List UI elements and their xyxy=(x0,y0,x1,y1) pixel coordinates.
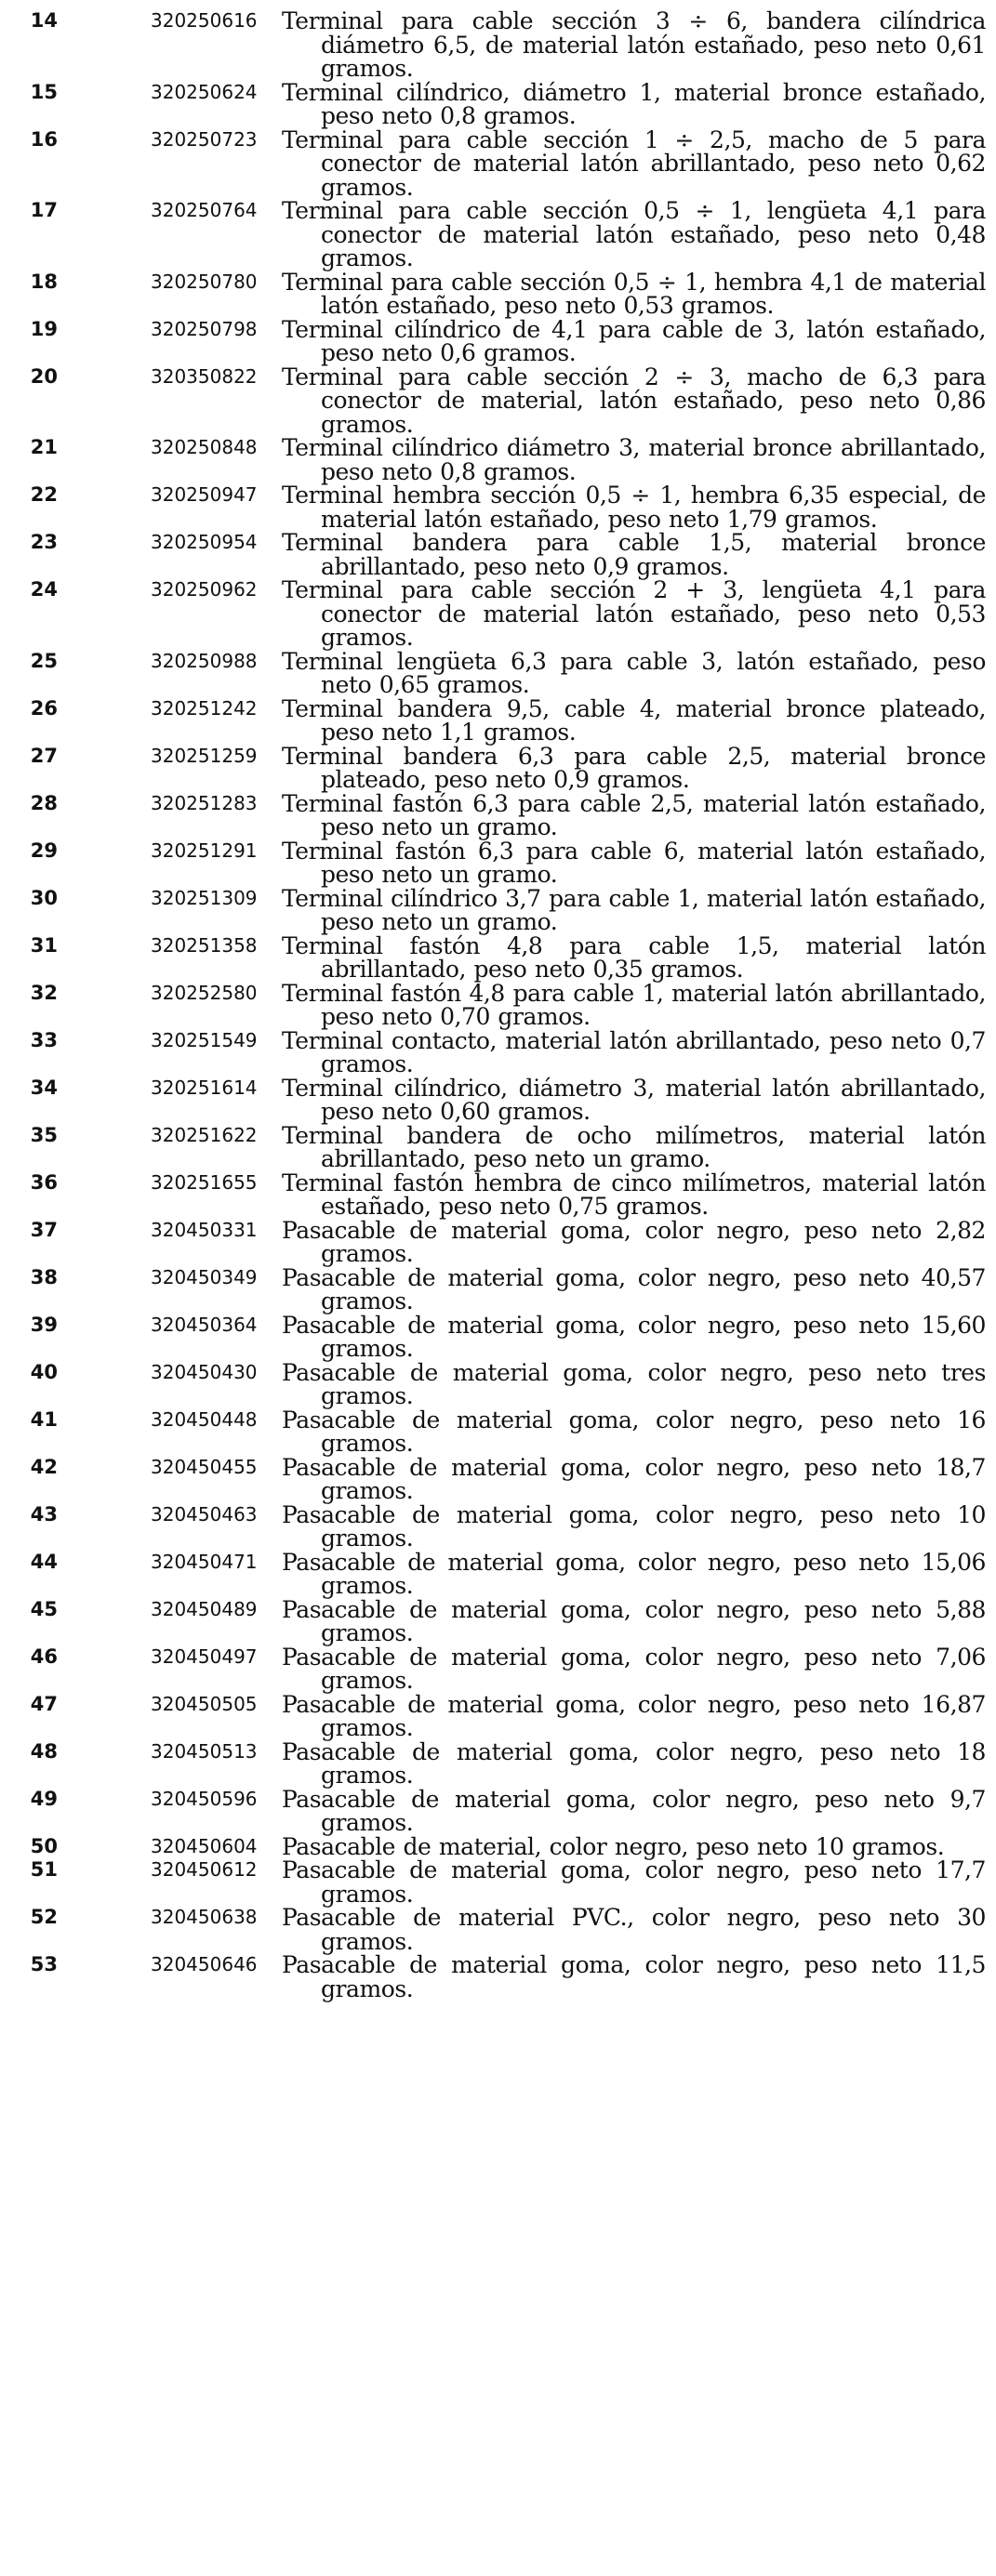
item-number: 41 xyxy=(30,1407,58,1431)
item-code: 320450448 xyxy=(151,1407,258,1431)
item-description: Terminal para cable sección 3 ÷ 6, bandera cilíndrica diámetro 6,5, de material latón estañado, peso neto 0,61 gramos. xyxy=(282,7,986,82)
list-item xyxy=(0,1953,996,2001)
item-code: 320250954 xyxy=(151,531,258,553)
item-number: 43 xyxy=(30,1502,58,1526)
item-code: 320450349 xyxy=(151,1265,258,1288)
item-code: 320450596 xyxy=(151,1787,258,1810)
item-number: 28 xyxy=(30,791,58,814)
item-code: 320251614 xyxy=(151,1076,258,1099)
list-item xyxy=(0,789,996,840)
item-number: 14 xyxy=(30,9,58,32)
list-item xyxy=(0,1263,996,1314)
item-number: 20 xyxy=(30,364,58,388)
item-number: 45 xyxy=(30,1597,58,1620)
item-description: Terminal para cable sección 0,5 ÷ 1, lengüeta 4,1 para conector de material latón estañado, peso neto 0,48 gramos. xyxy=(282,197,986,271)
item-number: 36 xyxy=(30,1170,58,1194)
list-item xyxy=(0,1906,996,1953)
list-item xyxy=(0,436,996,483)
item-description: Terminal bandera de ocho milímetros, material latón abrillantado, peso neto un gramo. xyxy=(282,1121,986,1172)
item-description: Pasacable de material goma, color negro, peso neto 15,06 gramos. xyxy=(282,1548,986,1599)
item-number: 18 xyxy=(30,270,58,293)
item-description: Terminal fastón 6,3 para cable 6, material latón estañado, peso neto un gramo. xyxy=(282,837,986,888)
item-number: 25 xyxy=(30,649,58,672)
item-code: 320251309 xyxy=(151,886,258,909)
list-item xyxy=(0,1121,996,1172)
item-description: Terminal bandera 6,3 para cable 2,5, material bronce plateado, peso neto 0,9 gramos. xyxy=(282,742,986,793)
item-number: 30 xyxy=(30,886,58,909)
item-description: Terminal cilíndrico, diámetro 3, material latón abrillantado, peso neto 0,60 gramos. xyxy=(282,1074,986,1125)
list-item xyxy=(0,979,996,1030)
item-code: 320450604 xyxy=(151,1834,258,1857)
item-code: 320251622 xyxy=(151,1123,258,1146)
item-description: Terminal bandera 9,5, cable 4, material bronce plateado, peso neto 1,1 gramos. xyxy=(282,694,986,746)
list-item xyxy=(0,365,996,437)
list-item xyxy=(0,1216,996,1267)
list-item xyxy=(0,1832,996,1860)
item-description: Pasacable de material goma, color negro, peso neto 18,7 gramos. xyxy=(282,1453,986,1504)
item-description: Terminal para cable sección 0,5 ÷ 1, hembra 4,1 de material latón estañado, peso neto 0,53 gramos. xyxy=(282,268,986,319)
item-description: Terminal para cable sección 1 ÷ 2,5, macho de 5 para conector de material latón abrillantado, peso neto 0,62 gramos. xyxy=(282,125,986,201)
item-number: 47 xyxy=(30,1692,58,1715)
list-item xyxy=(0,199,996,271)
list-item xyxy=(0,578,996,650)
list-item xyxy=(0,839,996,887)
item-code: 320450638 xyxy=(151,1906,258,1928)
item-number: 49 xyxy=(30,1787,58,1810)
item-number: 33 xyxy=(30,1028,58,1051)
item-code: 320251242 xyxy=(151,696,258,720)
list-item xyxy=(0,1548,996,1599)
item-number: 39 xyxy=(30,1313,58,1336)
list-item xyxy=(0,9,996,81)
item-description: Pasacable de material, color negro, peso neto 10 gramos. xyxy=(282,1832,945,1860)
item-code: 320450331 xyxy=(151,1218,258,1241)
document-list xyxy=(0,9,996,2001)
item-code: 320450430 xyxy=(151,1360,258,1383)
item-description: Terminal fastón hembra de cinco milímetros, material latón estañado, peso neto 0,75 gramos. xyxy=(282,1169,986,1220)
item-code: 320250962 xyxy=(151,578,258,601)
item-description: Pasacable de material goma, color negro, peso neto 10 gramos. xyxy=(282,1500,986,1552)
item-number: 21 xyxy=(30,436,58,458)
list-item xyxy=(0,1858,996,1906)
item-description: Terminal cilíndrico de 4,1 para cable de 3, latón estañado, peso neto 0,6 gramos. xyxy=(282,315,986,366)
item-number: 42 xyxy=(30,1455,58,1478)
item-code: 320450489 xyxy=(151,1597,258,1620)
item-number: 26 xyxy=(30,696,58,720)
item-number: 53 xyxy=(30,1953,58,1975)
item-code: 320251549 xyxy=(151,1028,258,1051)
list-item xyxy=(0,1500,996,1552)
list-item xyxy=(0,884,996,935)
item-code: 320450612 xyxy=(151,1858,258,1881)
list-item xyxy=(0,1645,996,1693)
list-item xyxy=(0,1690,996,1741)
list-item xyxy=(0,268,996,319)
list-item xyxy=(0,1453,996,1504)
item-description: Terminal cilíndrico diámetro 3, material bronce abrillantado, peso neto 0,8 gramos. xyxy=(282,434,986,485)
item-code: 320450513 xyxy=(151,1739,258,1763)
item-description: Terminal lengüeta 6,3 para cable 3, latón estañado, peso neto 0,65 gramos. xyxy=(282,647,986,698)
list-item xyxy=(0,1408,996,1456)
item-description: Terminal contacto, material latón abrillantado, peso neto 0,7 gramos. xyxy=(282,1026,986,1077)
item-code: 320250624 xyxy=(151,80,258,103)
list-item xyxy=(0,483,996,531)
item-description: Terminal para cable sección 2 + 3, lengüeta 4,1 para conector de material latón estañado, peso neto 0,53 gramos. xyxy=(282,576,986,651)
item-description: Pasacable de material goma, color negro, peso neto 2,82 gramos. xyxy=(282,1216,986,1267)
item-code: 320450463 xyxy=(151,1502,258,1526)
list-item xyxy=(0,1737,996,1789)
item-number: 16 xyxy=(30,127,58,151)
list-item xyxy=(0,1026,996,1077)
item-number: 37 xyxy=(30,1218,58,1241)
item-number: 52 xyxy=(30,1906,58,1928)
item-description: Pasacable de material goma, color negro, peso neto 11,5 gramos. xyxy=(282,1951,986,2002)
item-code: 320251655 xyxy=(151,1170,258,1194)
item-description: Terminal fastón 4,8 para cable 1, material latón abrillantado, peso neto 0,70 gramos. xyxy=(282,979,986,1030)
item-code: 320251291 xyxy=(151,839,258,862)
item-description: Terminal para cable sección 2 ÷ 3, macho de 6,3 para conector de material, latón estañado, peso neto 0,86 gramos. xyxy=(282,363,986,438)
item-description: Terminal cilíndrico 3,7 para cable 1, material latón estañado, peso neto un gramo. xyxy=(282,884,987,935)
list-item xyxy=(0,531,996,578)
item-number: 19 xyxy=(30,317,58,340)
item-description: Pasacable de material goma, color negro, peso neto 40,57 gramos. xyxy=(282,1263,986,1314)
item-number: 40 xyxy=(30,1360,58,1383)
item-description: Pasacable de material goma, color negro, peso neto 5,88 gramos. xyxy=(282,1595,986,1646)
item-code: 320450646 xyxy=(151,1953,258,1975)
item-description: Pasacable de material goma, color negro, peso neto 17,7 gramos. xyxy=(282,1856,986,1908)
item-description: Terminal hembra sección 0,5 ÷ 1, hembra 6,35 especial, de material latón estañado, peso neto 1,79 gramos. xyxy=(282,482,986,533)
item-number: 22 xyxy=(30,483,58,506)
list-item xyxy=(0,931,996,983)
item-code: 320250723 xyxy=(151,127,258,151)
item-description: Terminal fastón 6,3 para cable 2,5, material latón estañado, peso neto un gramo. xyxy=(282,789,986,840)
item-description: Pasacable de material PVC., color negro, peso neto 30 gramos. xyxy=(282,1904,986,1955)
item-code: 320450505 xyxy=(151,1692,258,1715)
item-number: 29 xyxy=(30,839,58,862)
item-code: 320450364 xyxy=(151,1313,258,1336)
list-item xyxy=(0,1358,996,1409)
item-number: 17 xyxy=(30,199,58,221)
list-item xyxy=(0,694,996,746)
item-description: Pasacable de material goma, color negro, peso neto 9,7 gramos. xyxy=(282,1785,986,1836)
item-description: Pasacable de material goma, color negro, peso neto 16,87 gramos. xyxy=(282,1690,986,1741)
item-description: Pasacable de material goma, color negro, peso neto 7,06 gramos. xyxy=(282,1643,986,1694)
item-number: 32 xyxy=(30,981,58,1004)
list-item xyxy=(0,315,996,366)
item-number: 46 xyxy=(30,1645,58,1668)
item-code: 320250616 xyxy=(151,9,258,32)
list-item xyxy=(0,1311,996,1362)
item-number: 15 xyxy=(30,80,58,103)
item-code: 320252580 xyxy=(151,981,258,1004)
item-number: 23 xyxy=(30,531,58,553)
item-code: 320250848 xyxy=(151,436,258,458)
list-item xyxy=(0,1595,996,1646)
list-item xyxy=(0,1074,996,1125)
item-description: Pasacable de material goma, color negro, peso neto 15,60 gramos. xyxy=(282,1311,986,1362)
item-number: 38 xyxy=(30,1265,58,1288)
item-number: 34 xyxy=(30,1076,58,1099)
item-number: 50 xyxy=(30,1834,58,1857)
item-description: Pasacable de material goma, color negro, peso neto tres gramos. xyxy=(282,1358,986,1409)
item-number: 48 xyxy=(30,1739,58,1763)
item-code: 320450455 xyxy=(151,1455,258,1478)
list-item xyxy=(0,647,996,698)
list-item xyxy=(0,78,996,129)
item-number: 31 xyxy=(30,933,58,957)
list-item xyxy=(0,1785,996,1836)
list-item xyxy=(0,125,996,201)
item-code: 320251283 xyxy=(151,791,258,814)
item-description: Pasacable de material goma, color negro, peso neto 18 gramos. xyxy=(282,1737,986,1789)
item-number: 35 xyxy=(30,1123,58,1146)
item-number: 27 xyxy=(30,744,58,767)
item-code: 320350822 xyxy=(151,364,258,388)
item-code: 320251259 xyxy=(151,744,258,767)
item-number: 44 xyxy=(30,1550,58,1573)
item-code: 320250764 xyxy=(151,199,258,221)
list-item xyxy=(0,1171,996,1219)
item-code: 320450497 xyxy=(151,1645,258,1668)
item-code: 320251358 xyxy=(151,933,258,957)
item-description: Terminal cilíndrico, diámetro 1, material bronce estañado, peso neto 0,8 gramos. xyxy=(282,78,986,129)
item-code: 320250988 xyxy=(151,649,258,672)
item-description: Pasacable de material goma, color negro, peso neto 16 gramos. xyxy=(282,1406,986,1457)
item-code: 320250798 xyxy=(151,317,258,340)
item-code: 320450471 xyxy=(151,1550,258,1573)
item-number: 51 xyxy=(30,1858,58,1881)
item-code: 320250947 xyxy=(151,483,258,506)
item-code: 320250780 xyxy=(151,270,258,293)
item-description: Terminal bandera para cable 1,5, material bronce abrillantado, peso neto 0,9 gramos. xyxy=(282,529,986,580)
item-description: Terminal fastón 4,8 para cable 1,5, material latón abrillantado, peso neto 0,35 gramos. xyxy=(282,931,986,983)
item-number: 24 xyxy=(30,578,58,601)
list-item xyxy=(0,742,996,793)
